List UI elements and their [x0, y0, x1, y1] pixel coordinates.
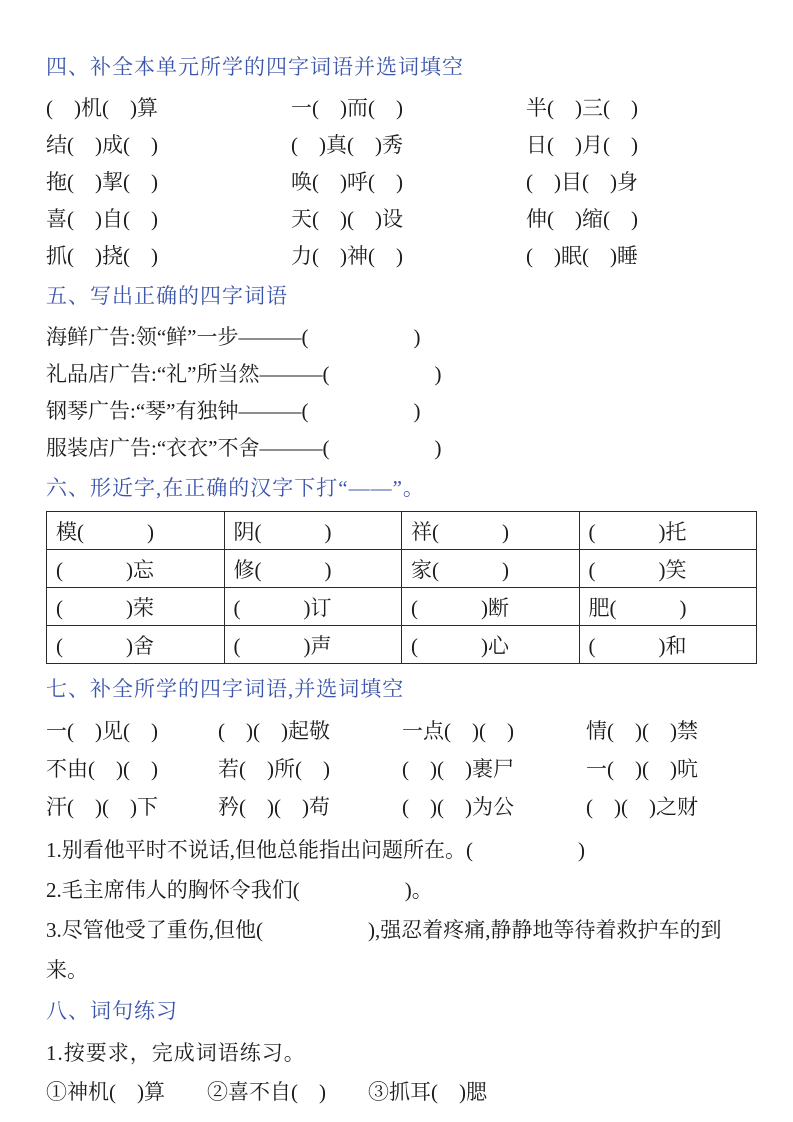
section-5-lines	[46, 319, 757, 467]
idiom-blank: 情( )( )禁	[586, 719, 698, 743]
idiom-blank: 喜( )自( )	[46, 207, 158, 231]
practice-item: ③抓耳( )腮	[368, 1080, 487, 1104]
idiom-blank: 不由( )( )	[46, 757, 158, 781]
section-6-heading: 六、形近字,在正确的汉字下打“——”。	[46, 476, 425, 500]
fill-in-sentence: 1.别看他平时不说话,但他总能指出问题所在。( )	[46, 838, 585, 862]
practice-item: ②喜不自( )	[207, 1080, 326, 1104]
ad-line: 服装店广告:“衣衣”不舍———( )	[46, 436, 442, 460]
idiom-blank: 一( )见( )	[46, 719, 158, 743]
fill-in-sentence: 2.毛主席伟人的胸怀令我们( )。	[46, 878, 433, 902]
table-row	[47, 626, 757, 664]
section-7-heading: 七、补全所学的四字词语,并选词填空	[46, 677, 405, 701]
table-cell: 修( )	[224, 550, 402, 588]
table-cell: ( )荣	[47, 588, 225, 626]
idiom-blank: 半( )三( )	[526, 96, 638, 120]
section-8-heading: 八、词句练习	[46, 999, 178, 1023]
table-cell: ( )和	[579, 626, 757, 664]
similar-characters-table	[46, 511, 757, 664]
table-cell: ( )心	[402, 626, 580, 664]
ad-line: 礼品店广告:“礼”所当然———( )	[46, 362, 442, 386]
idiom-blank: 矜( )( )苟	[218, 795, 330, 819]
idiom-blank: 日( )月( )	[526, 133, 638, 157]
idiom-blank: ( )( )裹尸	[402, 757, 514, 781]
table-cell: ( )托	[579, 512, 757, 550]
table-cell: ( )笑	[579, 550, 757, 588]
table-cell: 模( )	[47, 512, 225, 550]
idiom-blank: 伸( )缩( )	[526, 207, 638, 231]
section-6	[46, 473, 757, 664]
idiom-blank: 天( )( )设	[291, 207, 403, 231]
idiom-blank: 一点( )( )	[402, 719, 514, 743]
table-cell: ( )舍	[47, 626, 225, 664]
practice-items	[46, 1072, 757, 1112]
idiom-blank: 抓( )挠( )	[46, 244, 158, 268]
ad-line: 钢琴广告:“琴”有独钟———( )	[46, 399, 421, 423]
section-7-idiom-grid	[46, 712, 757, 826]
table-cell: ( )断	[402, 588, 580, 626]
table-cell: 家( )	[402, 550, 580, 588]
idiom-blank: 若( )所( )	[218, 757, 330, 781]
section-8	[46, 996, 757, 1112]
idiom-blank: ( )( )之财	[586, 795, 698, 819]
idiom-blank: 结( )成( )	[46, 133, 158, 157]
section-5-heading: 五、写出正确的四字词语	[46, 284, 288, 308]
idiom-blank: ( )目( )身	[526, 170, 638, 194]
idiom-blank: 拖( )挈( )	[46, 170, 158, 194]
idiom-blank: 汗( )( )下	[46, 795, 158, 819]
table-cell: ( )订	[224, 588, 402, 626]
idiom-blank: ( )( )为公	[402, 795, 514, 819]
table-row	[47, 588, 757, 626]
idiom-blank: ( )( )起敬	[218, 719, 330, 743]
idiom-blank: ( )机( )算	[46, 96, 158, 120]
section-4-heading: 四、补全本单元所学的四字词语并选词填空	[46, 55, 464, 79]
table-cell: ( )声	[224, 626, 402, 664]
table-cell: 阴( )	[224, 512, 402, 550]
table-row	[47, 512, 757, 550]
idiom-blank: 力( )神( )	[291, 244, 403, 268]
section-5	[46, 281, 757, 467]
fill-in-sentence: 3.尽管他受了重伤,但他( ),强忍着疼痛,静静地等待着救护车的到来。	[46, 918, 722, 982]
section-4	[46, 52, 757, 275]
table-cell: 祥( )	[402, 512, 580, 550]
table-cell: 肥( )	[579, 588, 757, 626]
section-7-sentences	[46, 830, 757, 990]
idiom-blank: ( )真( )秀	[291, 133, 403, 157]
idiom-blank: 一( )( )吭	[586, 757, 698, 781]
idiom-blank: 一( )而( )	[291, 96, 403, 120]
practice-item: ①神机( )算	[46, 1080, 165, 1104]
table-row	[47, 550, 757, 588]
table-cell: ( )忘	[47, 550, 225, 588]
idiom-blank: ( )眠( )睡	[526, 244, 638, 268]
section-7	[46, 674, 757, 990]
section-4-idiom-grid	[46, 90, 757, 275]
practice-instruction: 1.按要求，完成词语练习。	[46, 1041, 306, 1065]
ad-line: 海鲜广告:领“鲜”一步———( )	[46, 325, 421, 349]
idiom-blank: 唤( )呼( )	[291, 170, 403, 194]
